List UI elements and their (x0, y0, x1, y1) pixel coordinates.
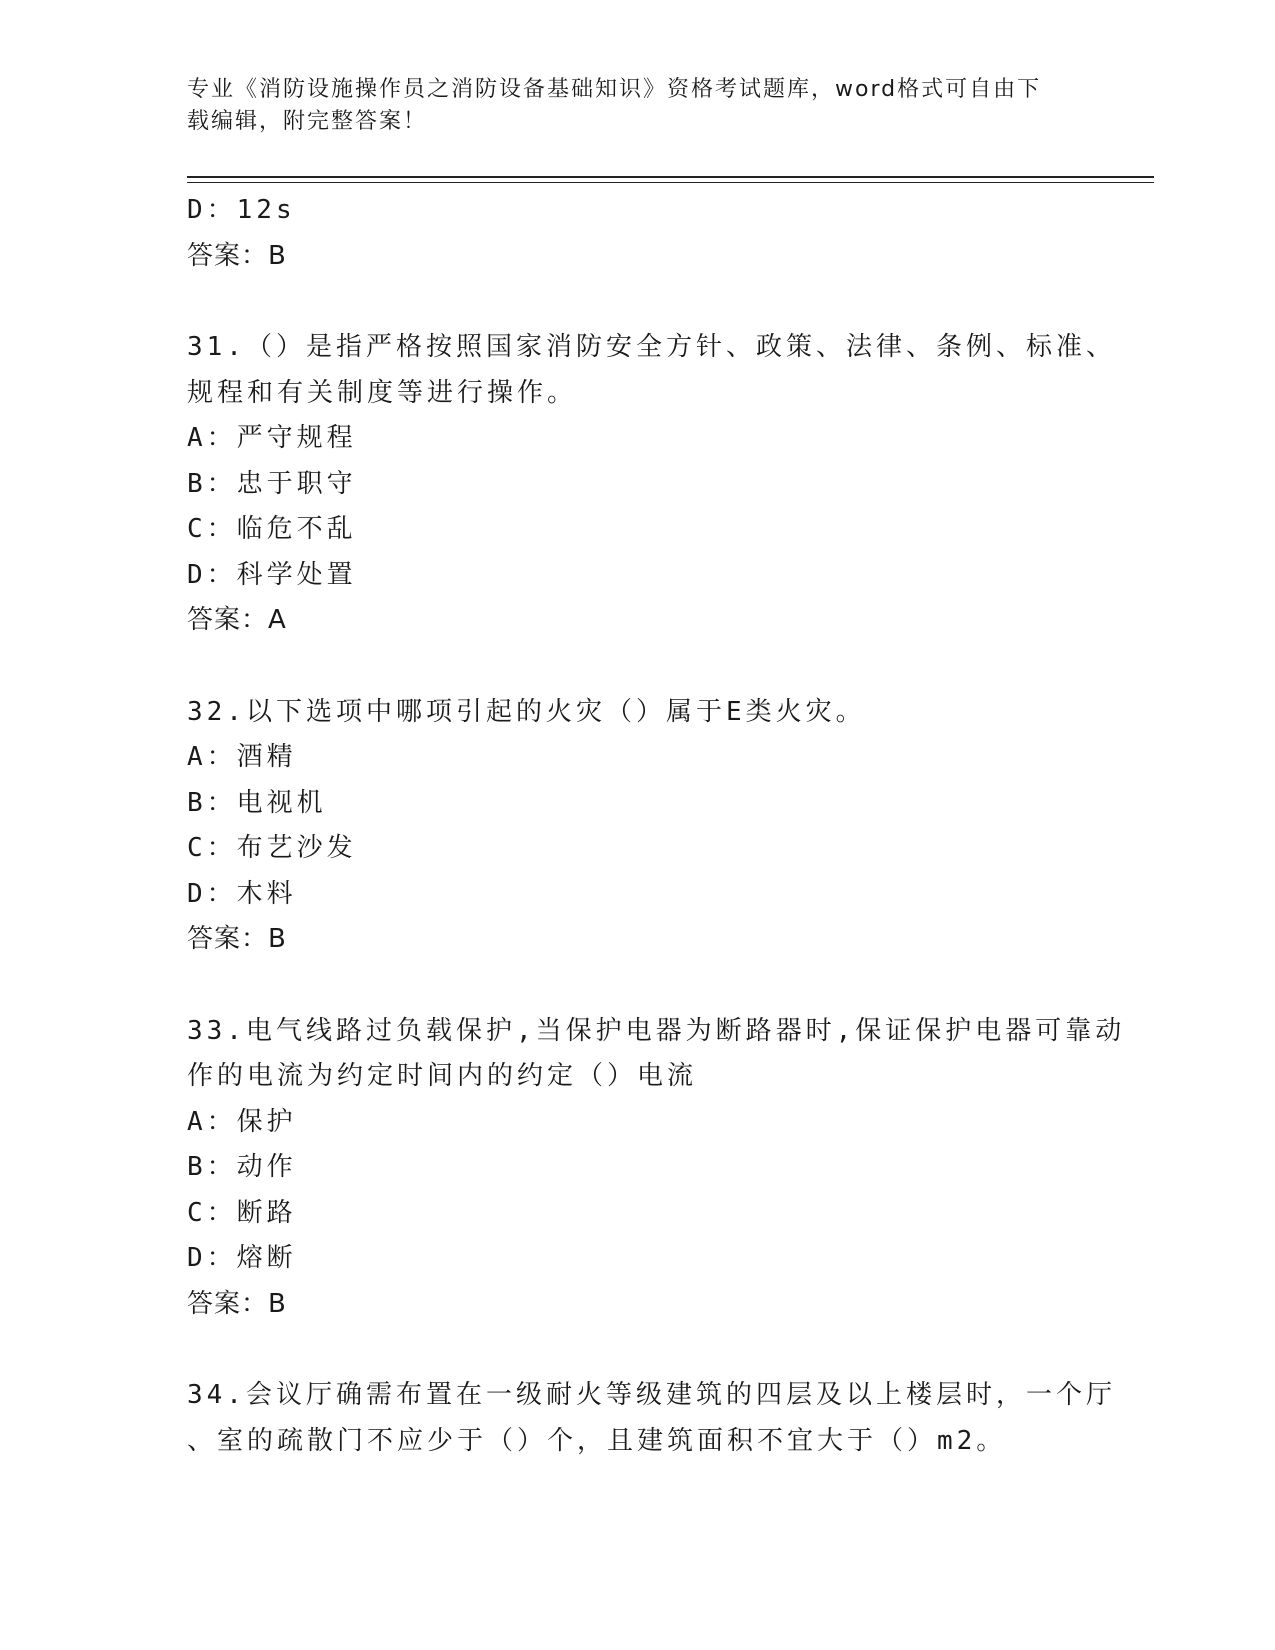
answer-line: 答案：B (187, 1288, 287, 1319)
option-d: D：科学处置 (187, 559, 357, 590)
header-divider-thin (187, 182, 1154, 183)
question-32 (187, 690, 1087, 963)
header-line-2: 载编辑，附完整答案！ (187, 109, 428, 134)
header-line-1: 专业《消防设施操作员之消防设备基础知识》资格考试题库，word格式可自由下 (187, 77, 1042, 102)
header-divider-thick (187, 176, 1154, 178)
question-text-line-2: 规程和有关制度等进行操作。 (187, 377, 578, 408)
answer-line: 答案：B (187, 924, 287, 954)
option-a: A：酒精 (187, 742, 297, 772)
option-a: A：严守规程 (187, 423, 357, 453)
option-c: C：临危不乱 (187, 514, 357, 544)
question-33 (187, 1009, 1126, 1328)
question-text-line-2: 、室的疏散门不应少于（）个，且建筑面积不宜大于（）m2。 (187, 1425, 1007, 1456)
answer-line: 答案：B (187, 240, 287, 271)
option-d: D：木料 (187, 878, 297, 909)
question-text-line-1: 32.以下选项中哪项引起的火灾（）属于E类火灾。 (187, 696, 866, 727)
question-text-line-2: 作的电流为约定时间内的约定（）电流 (187, 1061, 698, 1091)
answer-line: 答案：A (187, 605, 287, 635)
question-text-line-1: 34.会议厅确需布置在一级耐火等级建筑的四层及以上楼层时，一个厅 (187, 1380, 1116, 1410)
option-c: C：断路 (187, 1197, 297, 1228)
question-31 (187, 325, 1116, 644)
question-text-line-1: 33.电气线路过负载保护,当保护电器为断路器时,保证保护电器可靠动 (187, 1015, 1126, 1046)
option-a: A：保护 (187, 1106, 297, 1137)
document-header (187, 74, 1067, 138)
question-34 (187, 1373, 1116, 1464)
question-text-line-1: 31.（）是指严格按照国家消防安全方针、政策、法律、条例、标准、 (187, 332, 1116, 362)
option-d: D：熔断 (187, 1243, 297, 1273)
question-list (187, 188, 1126, 1464)
option-d: D：12s (187, 195, 296, 225)
option-c: C：布艺沙发 (187, 833, 357, 863)
option-b: B：动作 (187, 1152, 297, 1182)
option-b: B：电视机 (187, 787, 327, 818)
option-b: B：忠于职守 (187, 468, 357, 499)
